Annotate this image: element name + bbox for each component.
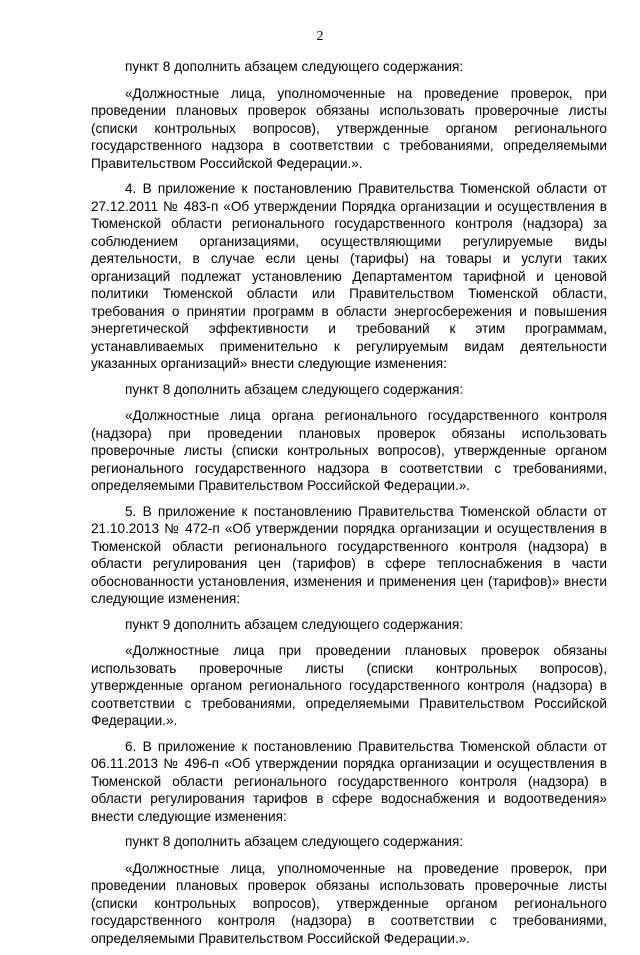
paragraph-amendment-intro: пункт 9 дополнить абзацем следующего содержания: xyxy=(125,616,464,632)
paragraph-item-4: 4. В приложение к постановлению Правительства Тюменской области от 27.12.2011 № 483-п «Об утверждении Порядка организации и осуществления в Тюменской области регионального государственного контроля (надзора) за соблюдением организациями, осуществляющими регулируемые виды деятельности, в случае если цены (тарифы) на товары и услуги таких организаций подлежат установлению Департаментом тарифной и ценовой политики Тюменской области или Правительством Тюменской области, требования о принятии программ в области энергосбережения и повышения энергетической эффективности и требований к этим программам, устанавливаемых применительно к регулируемым видам деятельности указанных организаций» внести следующие изменения: xyxy=(91,181,607,371)
page-number: 2 xyxy=(316,29,324,44)
paragraph-amendment-intro: пункт 8 дополнить абзацем следующего содержания: xyxy=(125,59,464,74)
paragraph-quoted-text: «Должностные лица, уполномоченные на проведение проверок, при проведении плановых проверок обязаны использовать проверочные листы (списки контрольных вопросов), утвержденные органом регионального государственного надзора в соответствии с требованиями, определяемыми Правительством Российской Федерации.». xyxy=(91,85,607,171)
paragraph-item-5: 5. В приложение к постановлению Правительства Тюменской области от 21.10.2013 № 472-п «Об утверждении порядка организации и осуществления в Тюменской области регионального государственного контроля (надзора) в области регулирования цен (тарифов) в сфере теплоснабжения в части обоснованности установления, изменения и применения цен (тарифов)» внести следующие изменения: xyxy=(91,503,607,606)
paragraph-amendment-intro: пункт 8 дополнить абзацем следующего содержания: xyxy=(125,381,464,397)
paragraph-quoted-text: «Должностные лица органа регионального государственного контроля (надзора) при проведении плановых проверок обязаны использовать проверочные листы (списки контрольных вопросов), утвержденные органом регионального государственного надзора в соответствии с требованиями, определяемыми Правительством Российской Федерации.». xyxy=(91,408,607,493)
paragraph-item-6: 6. В приложение к постановлению Правительства Тюменской области от 06.11.2013 № 496-п «Об утверждении порядка организации и осуществления в Тюменской области регионального государственного контроля (надзора) в области регулирования тарифов в сфере водоснабжения и водоотведения» внести следующие изменения: xyxy=(91,738,607,824)
document-body xyxy=(91,58,607,955)
paragraph-quoted-text: «Должностные лица, уполномоченные на проведение проверок, при проведении плановых проверок обязаны использовать проверочные листы (списки контрольных вопросов), утвержденные органом регионального государственного контроля (надзора) в соответствии с требованиями, определяемыми Правительством Российской Федерации.». xyxy=(91,860,607,946)
paragraph-amendment-intro: пункт 8 дополнить абзацем следующего содержания: xyxy=(125,834,464,849)
paragraph-quoted-text: «Должностные лица при проведении плановых проверок обязаны использовать проверочные листы (списки контрольных вопросов), утвержденные органом регионального государственного контроля (надзора) в соответствии с требованиями, определяемыми Правительством Российской Федерации.». xyxy=(91,643,607,728)
